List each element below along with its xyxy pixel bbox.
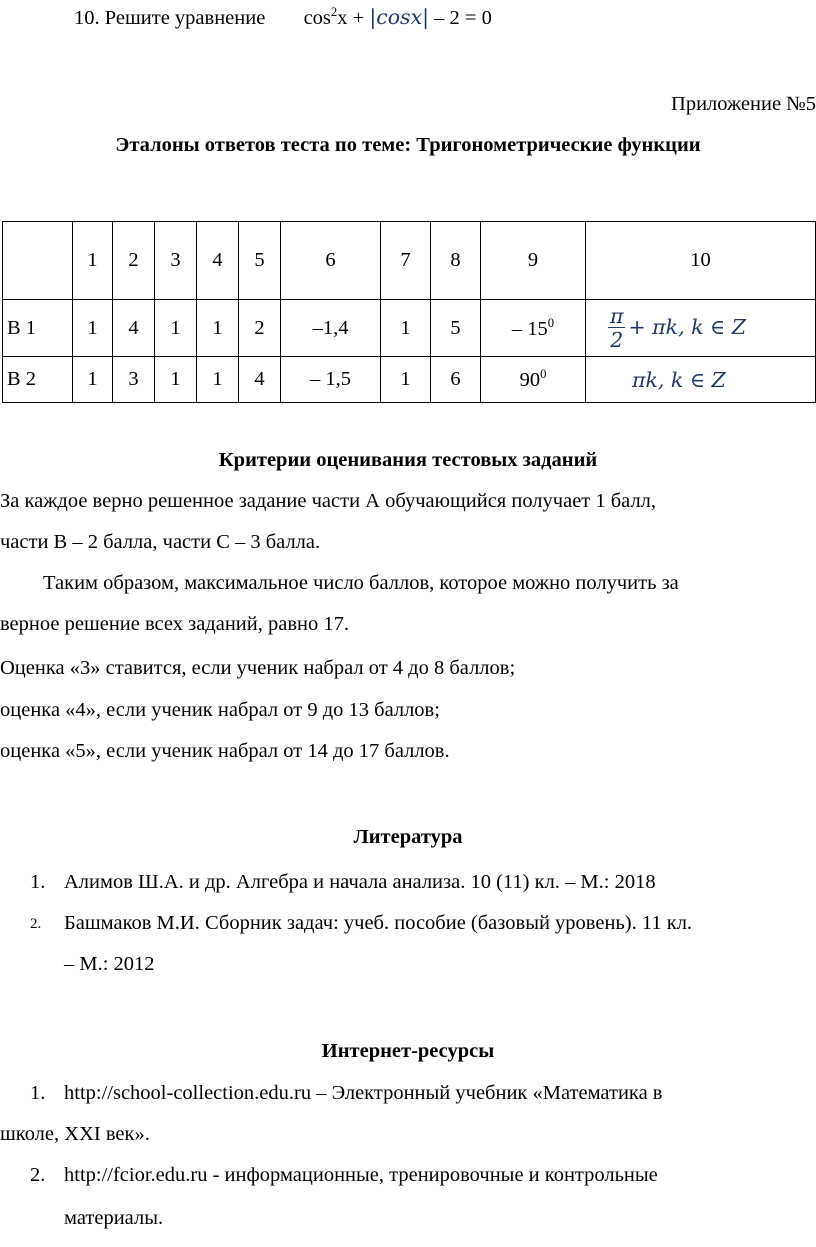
internet-item: http://fcior.edu.ru - информационные, тренировочные и контрольные: [64, 1164, 658, 1186]
internet-item-number: 2.: [30, 1164, 46, 1186]
criteria-line: За каждое верно решенное задание части А обучающийся получает 1 балл,: [0, 490, 657, 512]
table-cell: 4: [239, 357, 281, 403]
table-header-cell: 10: [586, 222, 816, 300]
literature-item: Башмаков М.И. Сборник задач: учеб. пособие (базовый уровень). 11 кл.: [64, 912, 693, 934]
equation-abs-cos: |cosx|: [369, 5, 430, 29]
table-cell: 1: [381, 357, 431, 403]
table-cell: 1: [197, 300, 239, 357]
table-cell: 4: [113, 300, 155, 357]
literature-item-number: 1.: [30, 871, 46, 893]
internet-item-continuation: материалы.: [64, 1207, 164, 1229]
table-header-cell: 9: [481, 222, 586, 300]
table-header-cell: 1: [73, 222, 113, 300]
table-cell: 1: [73, 357, 113, 403]
internet-item-continuation: школе, XXI век».: [0, 1123, 150, 1145]
table-cell: 1: [155, 357, 197, 403]
table-header-cell: [3, 222, 73, 300]
appendix-label: Приложение №5: [671, 93, 816, 115]
equation-x-plus: x +: [337, 7, 370, 29]
table-cell: 6: [431, 357, 481, 403]
table-header-cell: 3: [155, 222, 197, 300]
table-row-variant-2: [3, 357, 816, 403]
internet-item-number: 1.: [30, 1082, 46, 1104]
answers-title: Эталоны ответов теста по теме: Тригонометрические функции: [115, 134, 701, 156]
internet-item: http://school-collection.edu.ru – Электронный учебник «Математика в: [64, 1082, 663, 1104]
fraction-pi-over-2: $\frac{\pi}{2}$: [610, 303, 624, 352]
formula-cell: πk, k ∈ Z: [586, 357, 816, 403]
table-cell: 1: [155, 300, 197, 357]
criteria-line: Таким образом, максимальное число баллов, которое можно получить за: [43, 572, 679, 594]
table-header-row: [3, 222, 816, 300]
table-cell: 1: [381, 300, 431, 357]
equation-tail: – 2 = 0: [429, 7, 492, 29]
table-header-cell: 8: [431, 222, 481, 300]
variant-label: В 1: [3, 300, 73, 357]
formula-rest: + πk, k ∈ Z: [628, 314, 746, 339]
equation-exponent: 2: [330, 5, 338, 20]
table-cell: 5: [431, 300, 481, 357]
table-header-cell: 4: [197, 222, 239, 300]
table-header-cell: 2: [113, 222, 155, 300]
table-cell-degrees: $90^0$: [481, 357, 586, 403]
table-header-cell: 6: [281, 222, 381, 300]
table-cell: 1: [73, 300, 113, 357]
literature-item-continuation: – М.: 2012: [64, 953, 155, 975]
answer-table: [2, 221, 816, 403]
literature-title: Литература: [353, 826, 463, 848]
table-row-variant-1: [3, 300, 816, 357]
variant-label: В 2: [3, 357, 73, 403]
table-cell-degrees: – $15^0$: [481, 300, 586, 357]
table-cell: 2: [239, 300, 281, 357]
criteria-line: части В – 2 балла, части С – 3 балла.: [0, 531, 321, 553]
table-header-cell: 5: [239, 222, 281, 300]
task-10-line: [74, 5, 492, 31]
criteria-title: Критерии оценивания тестовых заданий: [218, 449, 598, 471]
literature-item: Алимов Ш.А. и др. Алгебра и начала анализа. 10 (11) кл. – М.: 2018: [64, 871, 656, 893]
formula-cell: [586, 300, 816, 357]
table-cell: – 1,5: [281, 357, 381, 403]
task-10-label: 10. Решите уравнение: [74, 7, 266, 29]
table-cell: –1,4: [281, 300, 381, 357]
table-cell: 3: [113, 357, 155, 403]
literature-item-number: 2.: [30, 916, 42, 932]
internet-resources-title: Интернет-ресурсы: [321, 1040, 495, 1062]
criteria-line: Оценка «3» ставится, если ученик набрал от 4 до 8 баллов;: [0, 657, 516, 679]
criteria-line: оценка «5», если ученик набрал от 14 до 17 баллов.: [0, 740, 450, 762]
criteria-line: оценка «4», если ученик набрал от 9 до 13 баллов;: [0, 699, 440, 721]
criteria-line: верное решение всех заданий, равно 17.: [0, 613, 350, 635]
table-header-cell: 7: [381, 222, 431, 300]
table-cell: 1: [197, 357, 239, 403]
equation-cos: cos: [303, 7, 331, 29]
